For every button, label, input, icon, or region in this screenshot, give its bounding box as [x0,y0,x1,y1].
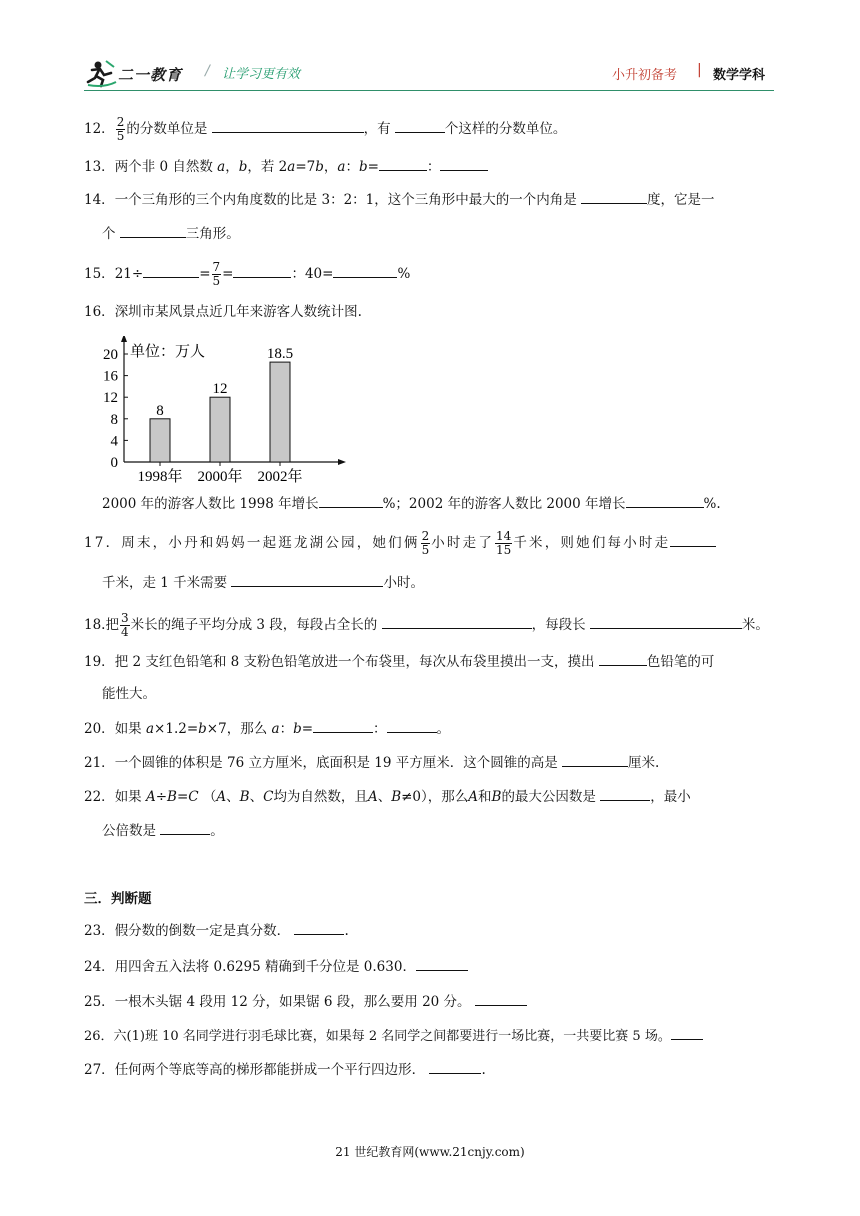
text: ：40= [291,266,334,282]
question-22-cont [102,820,224,841]
answer-blank[interactable] [590,614,742,629]
question-number: 25． [84,994,115,1010]
data-label: 18.5 [266,346,294,363]
text: 三角形。 [185,226,240,242]
text: 、 [249,789,264,805]
answer-blank[interactable] [233,263,291,278]
question-19-cont [102,684,156,704]
question-15 [84,261,410,288]
question-number: 15． [84,266,115,282]
question-27 [84,1059,486,1080]
text: 六(1)班 10 名同学进行羽毛球比赛，如果每 2 名同学之间都要进行一场比赛，一共要比赛 5 场。 [113,1029,671,1044]
text: 把 2 支红色铅笔和 8 支粉色铅笔放进一个布袋里，每次从布袋里摸出一支，摸出 [114,654,595,670]
unit-label: 单位：万人 [130,344,206,360]
text: ，最小 [650,789,691,805]
answer-blank[interactable] [475,991,527,1006]
answer-blank[interactable] [333,263,397,278]
text: 假分数的倒数一定是真分数． [114,923,291,939]
question-number: 16． [84,304,115,320]
fraction: $\frac{14}{15}$ [496,529,512,557]
y-tick-label: 16 [103,368,118,385]
text: 小时。 [383,575,424,591]
y-tick-label: 0 [110,455,118,471]
var: B [239,789,250,805]
text: ， [323,159,338,175]
page-header [0,0,860,100]
question-13 [84,156,488,177]
answer-blank[interactable] [562,752,628,767]
text: ： [426,159,441,175]
var: A [367,789,378,805]
text: 、 [377,789,392,805]
var: a [217,159,226,175]
question-number: 26． [84,1029,114,1044]
var: B [391,789,402,805]
text: 和 [478,789,492,805]
question-number: 24． [84,959,115,975]
text: = [222,266,234,282]
text: ， [225,159,239,175]
text: 一根木头锯 4 段用 12 分，如果锯 6 段，那么要用 20 分。 [114,994,471,1010]
text: 千米，则她们每小时走 [513,535,671,551]
answer-blank[interactable] [670,532,716,547]
text: ≠0），那么 [401,789,469,805]
text: . [344,923,349,939]
fraction: $\frac{2}{5}$ [421,529,430,557]
question-14 [84,189,715,210]
text: 米。 [741,617,769,633]
text: 。 [210,823,224,839]
var: b [198,721,207,737]
header-category: 小升初备考 [612,68,678,83]
question-16-answer [102,493,721,514]
var: b [358,159,368,175]
answer-blank[interactable] [382,614,532,629]
text: 。 [436,721,451,737]
text: 如果 [114,789,142,805]
text: 任何两个等底等高的梯形都能拼成一个平行四边形． [114,1062,426,1078]
question-25 [84,991,527,1012]
text: %；2002 年的游客人数比 2000 年增长 [382,496,626,512]
text: ： [373,721,387,737]
question-number: 23． [84,923,115,939]
question-23 [84,920,349,941]
var: C [263,789,274,805]
text: 的分数单位是 [126,121,208,137]
text: 米长的绳子平均分成 3 段，每段占全长的 [130,617,378,633]
text: 均为自然数，且 [273,789,368,805]
text: 个这样的分数单位。 [444,121,567,137]
text: %. [703,496,721,512]
header-subject: 数学学科 [713,68,766,83]
answer-blank[interactable] [671,1025,703,1040]
fraction: $\frac{2}{5}$ [116,115,125,143]
answer-blank[interactable] [440,156,488,171]
x-tick-label: 2000年 [197,469,243,485]
question-number: 20． [84,721,115,737]
y-tick-label: 8 [110,411,118,428]
answer-blank[interactable] [581,189,647,204]
section-title: 三．判断题 [84,891,152,907]
answer-blank[interactable] [120,223,186,238]
answer-blank[interactable] [395,118,445,133]
y-tick-label: 20 [103,347,118,363]
y-tick-label: 12 [103,390,118,407]
question-19 [84,651,714,672]
bar-chart [96,336,348,486]
header-slogan: 让学习更有效 [222,67,301,82]
answer-blank[interactable] [313,718,373,733]
question-number: 12． [84,121,115,137]
var: a [145,721,155,737]
answer-blank[interactable] [379,156,427,171]
text: 厘米. [628,755,660,771]
logo-text: 二一教育 [118,66,183,84]
y-tick-label: 4 [110,433,118,450]
var: A [216,789,227,805]
answer-blank[interactable] [416,956,468,971]
text: 小时走了 [431,535,495,551]
text: = [199,266,211,282]
header-rule [84,90,774,91]
var: b [238,159,248,175]
data-label: 8 [156,402,164,419]
text: ： [345,159,359,175]
text: ，有 [363,121,391,137]
answer-blank[interactable] [143,263,199,278]
question-number: 13． [84,159,115,175]
question-18 [84,612,769,639]
var: a [287,159,296,175]
text: 、 [226,789,240,805]
var: b [315,159,324,175]
text: = [301,721,314,737]
var: A [468,789,479,805]
question-number: 21． [84,755,115,771]
x-tick-label: 2002年 [257,469,303,485]
text: 个 [102,226,116,242]
question-number: 17． [84,535,122,551]
text: = [367,159,379,175]
text: 21÷ [114,266,144,282]
text: ，每段长 [531,617,586,633]
question-17-cont [102,572,424,593]
data-label: 12 [212,381,228,398]
page-footer: 21 世纪教育网(www.21cnjy.com) [335,1145,525,1159]
answer-blank[interactable] [231,572,383,587]
answer-blank[interactable] [160,820,210,835]
var: B [167,789,177,805]
question-17 [84,530,716,557]
question-21 [84,752,659,773]
var: C [188,789,199,805]
fraction: $\frac{7}{5}$ [212,260,221,288]
question-number: 22． [84,789,115,805]
question-number: 19． [84,654,115,670]
var: b [293,721,302,737]
text: 两个非 0 自然数 [114,159,213,175]
text: 一个圆锥的体积是 76 立方厘米，底面积是 19 平方厘米．这个圆锥的高是 [114,755,558,771]
text: = [176,789,189,805]
x-axis-arrow-icon [338,459,346,465]
question-number: 14． [84,192,115,208]
text: ： [279,721,294,737]
text: 的最大公因数是 [501,789,596,805]
text: 深圳市某风景点近几年来游客人数统计图. [114,304,362,320]
text: 如果 [114,721,142,737]
question-16 [84,302,362,322]
text: ×7，那么 [206,721,268,737]
text: （ [202,789,217,805]
answer-blank[interactable] [212,118,364,133]
var: B [491,789,502,805]
text: 周末，小丹和妈妈一起逛龙湖公园，她们俩 [121,535,420,551]
answer-blank[interactable] [626,493,704,508]
var: a [337,159,346,175]
question-number: 18. [84,617,106,633]
answer-blank[interactable] [294,920,344,935]
answer-blank[interactable] [599,651,647,666]
var: a [271,721,280,737]
text: 一个三角形的三个内角度数的比是 3：2：1，这个三角形中最大的一个内角是 [114,192,577,208]
text: 能性大。 [102,686,156,702]
var: A [145,789,156,805]
bar [270,362,290,462]
answer-blank[interactable] [600,786,650,801]
text: ×1.2= [154,721,199,737]
text: 2000 年的游客人数比 1998 年增长 [102,496,319,512]
text: 用四舍五入法将 0.6295 精确到千分位是 0.630． [114,959,416,975]
text: 千米，走 1 千米需要 [102,575,228,591]
answer-blank[interactable] [387,718,437,733]
text: 色铅笔的可 [646,654,715,670]
y-axis-arrow-icon [121,336,127,342]
fraction: $\frac{3}{4}$ [120,611,129,639]
text: 公倍数是 [102,823,156,839]
header-divider: / [205,63,210,79]
question-number: 27． [84,1062,115,1078]
question-22 [84,786,691,807]
text: 把 [105,617,119,633]
text: % [397,266,411,282]
text: 度，它是一 [647,192,715,208]
text: =7 [295,159,316,175]
text: . [481,1062,486,1078]
question-14-cont [102,223,240,244]
answer-blank[interactable] [429,1059,481,1074]
question-12 [84,116,566,143]
bar [210,397,230,462]
question-24 [84,956,468,977]
question-20 [84,718,450,739]
header-separator: | [697,62,702,78]
answer-blank[interactable] [319,493,383,508]
bar [150,419,170,462]
question-26 [84,1025,703,1047]
x-tick-label: 1998年 [137,469,183,485]
text: ，若 2 [247,159,288,175]
text: ÷ [155,789,168,805]
